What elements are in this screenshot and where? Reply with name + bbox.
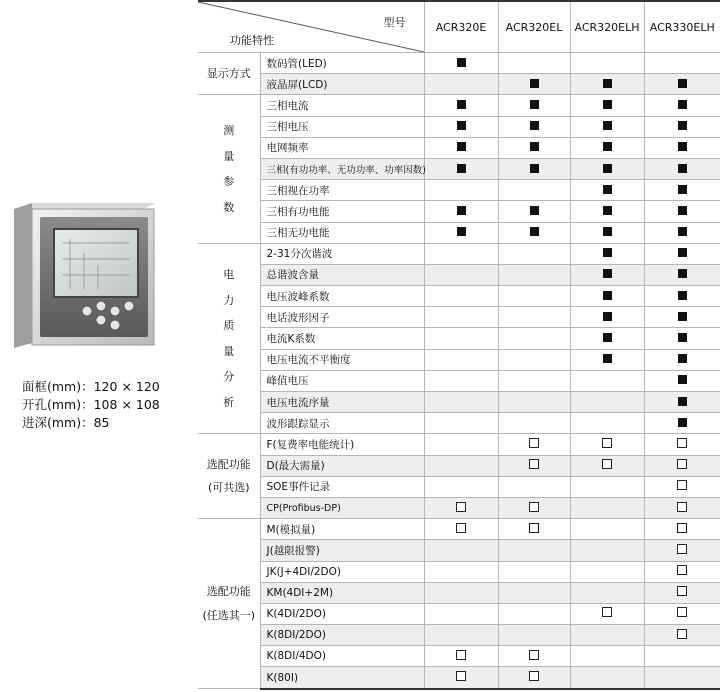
filled-square-icon <box>530 206 539 215</box>
feature-cell: 总谐波含量 <box>260 264 424 285</box>
filled-square-icon <box>678 248 687 257</box>
mark-cell <box>570 561 644 582</box>
filled-square-icon <box>603 227 612 236</box>
mark-cell <box>424 264 498 285</box>
mark-cell <box>644 222 720 243</box>
header-corner-cell <box>198 1 424 53</box>
table-row <box>198 95 720 116</box>
filled-square-icon <box>603 164 612 173</box>
empty-square-icon <box>456 671 466 681</box>
group-sublabel: (可共选) <box>207 481 250 495</box>
mark-cell <box>644 328 720 349</box>
mark-cell <box>498 413 570 434</box>
feature-cell: M(模拟量) <box>260 519 424 540</box>
mark-cell <box>644 137 720 158</box>
mark-cell <box>498 74 570 95</box>
mark-cell <box>644 392 720 413</box>
mark-cell <box>570 180 644 201</box>
mark-cell <box>424 74 498 95</box>
mark-cell <box>570 497 644 518</box>
filled-square-icon <box>678 375 687 384</box>
filled-square-icon <box>678 100 687 109</box>
table-row <box>198 158 720 179</box>
mark-cell <box>498 497 570 518</box>
mark-cell <box>498 328 570 349</box>
mark-cell <box>644 53 720 74</box>
filled-square-icon <box>603 312 612 321</box>
mark-cell <box>644 349 720 370</box>
filled-square-icon <box>678 354 687 363</box>
filled-square-icon <box>457 227 466 236</box>
mark-cell <box>498 201 570 222</box>
feature-cell: 电流K系数 <box>260 328 424 349</box>
group-label-char: 参 <box>223 175 235 189</box>
mark-cell <box>570 53 644 74</box>
model-header-label: 型号 <box>383 16 406 29</box>
mark-cell <box>498 180 570 201</box>
mark-cell <box>424 625 498 646</box>
mark-cell <box>424 392 498 413</box>
mark-cell <box>498 264 570 285</box>
mark-cell <box>644 476 720 497</box>
group-sublabel: (任选其一) <box>202 608 256 622</box>
feature-cell: 峰值电压 <box>260 370 424 391</box>
mark-cell <box>424 201 498 222</box>
mark-cell <box>570 158 644 179</box>
mark-cell <box>644 603 720 624</box>
mark-cell <box>424 328 498 349</box>
mark-cell <box>644 370 720 391</box>
feature-comparison-table <box>198 0 720 690</box>
mark-cell <box>644 455 720 476</box>
mark-cell <box>424 158 498 179</box>
table-row <box>198 646 720 667</box>
table-row <box>198 349 720 370</box>
table-row <box>198 180 720 201</box>
mark-cell <box>570 392 644 413</box>
filled-square-icon <box>678 185 687 194</box>
empty-square-icon <box>529 459 539 469</box>
mark-cell <box>644 582 720 603</box>
feature-cell: 电压电流不平衡度 <box>260 349 424 370</box>
model-column-header: ACR320E <box>424 1 498 53</box>
mark-cell <box>570 625 644 646</box>
mark-cell <box>570 95 644 116</box>
mark-cell <box>570 74 644 95</box>
spec-cutout-size: 开孔(mm)：108 × 108 <box>22 397 160 412</box>
filled-square-icon <box>457 164 466 173</box>
model-column-header: ACR320ELH <box>570 1 644 53</box>
feature-cell: 液晶屏(LCD) <box>260 74 424 95</box>
group-label-char: 量 <box>223 149 235 163</box>
feature-cell: 三相(有功功率、无功功率、功率因数) <box>260 158 424 179</box>
table-row <box>198 116 720 137</box>
filled-square-icon <box>530 227 539 236</box>
mark-cell <box>424 540 498 561</box>
filled-square-icon <box>678 164 687 173</box>
mark-cell <box>644 434 720 455</box>
mark-cell <box>424 476 498 497</box>
mark-cell <box>644 561 720 582</box>
filled-square-icon <box>603 185 612 194</box>
filled-square-icon <box>457 100 466 109</box>
mark-cell <box>498 392 570 413</box>
feature-cell: 三相无功电能 <box>260 222 424 243</box>
mark-cell <box>570 243 644 264</box>
empty-square-icon <box>602 607 612 617</box>
feature-cell: K(8DI/2DO) <box>260 625 424 646</box>
mark-cell <box>498 137 570 158</box>
group-label: 选配功能 <box>206 457 251 471</box>
feature-cell: K(4DI/2DO) <box>260 603 424 624</box>
group-label-cell <box>198 53 260 95</box>
table-row <box>198 476 720 497</box>
mark-cell <box>644 158 720 179</box>
table-row <box>198 370 720 391</box>
mark-cell <box>570 413 644 434</box>
mark-cell <box>644 413 720 434</box>
mark-cell <box>424 180 498 201</box>
mark-cell <box>644 646 720 667</box>
group-label-char: 量 <box>223 344 235 358</box>
mark-cell <box>570 222 644 243</box>
group-label-char: 电 <box>223 268 235 282</box>
mark-cell <box>498 603 570 624</box>
group-label-char: 力 <box>223 293 235 307</box>
mark-cell <box>498 625 570 646</box>
mark-cell <box>570 540 644 561</box>
mark-cell <box>644 286 720 307</box>
mark-cell <box>644 264 720 285</box>
table-row <box>198 582 720 603</box>
filled-square-icon <box>678 206 687 215</box>
mark-cell <box>498 243 570 264</box>
feature-cell: SOE事件记录 <box>260 476 424 497</box>
group-label: 选配功能 <box>206 585 251 599</box>
empty-square-icon <box>456 523 466 533</box>
spec-depth: 进深(mm)：85 <box>22 415 110 430</box>
filled-square-icon <box>603 121 612 130</box>
filled-square-icon <box>678 397 687 406</box>
mark-cell <box>424 116 498 137</box>
filled-square-icon <box>678 142 687 151</box>
mark-cell <box>424 222 498 243</box>
mark-cell <box>570 434 644 455</box>
mark-cell <box>498 307 570 328</box>
table-row <box>198 201 720 222</box>
mark-cell <box>570 582 644 603</box>
empty-square-icon <box>529 650 539 660</box>
feature-cell: K(80I) <box>260 667 424 689</box>
filled-square-icon <box>603 354 612 363</box>
table-row <box>198 392 720 413</box>
feature-cell: 数码管(LED) <box>260 53 424 74</box>
mark-cell <box>570 667 644 689</box>
filled-square-icon <box>678 291 687 300</box>
empty-square-icon <box>529 502 539 512</box>
mark-cell <box>424 370 498 391</box>
mark-cell <box>498 476 570 497</box>
filled-square-icon <box>603 142 612 151</box>
mark-cell <box>570 201 644 222</box>
table-row <box>198 137 720 158</box>
mark-cell <box>570 646 644 667</box>
mark-cell <box>424 243 498 264</box>
empty-square-icon <box>602 459 612 469</box>
feature-cell: 2-31分次谐波 <box>260 243 424 264</box>
table-row <box>198 519 720 540</box>
feature-cell: CP(Profibus-DP) <box>260 497 424 518</box>
feature-cell: 三相视在功率 <box>260 180 424 201</box>
empty-square-icon <box>602 438 612 448</box>
mark-cell <box>644 307 720 328</box>
empty-square-icon <box>529 671 539 681</box>
empty-square-icon <box>677 502 687 512</box>
table-row <box>198 455 720 476</box>
filled-square-icon <box>678 333 687 342</box>
mark-cell <box>498 95 570 116</box>
filled-square-icon <box>530 100 539 109</box>
feature-cell: J(越限报警) <box>260 540 424 561</box>
group-label-cell <box>198 519 260 689</box>
mark-cell <box>498 582 570 603</box>
feature-cell: 电话波形因子 <box>260 307 424 328</box>
filled-square-icon <box>603 248 612 257</box>
mark-cell <box>570 370 644 391</box>
empty-square-icon <box>456 502 466 512</box>
table-row <box>198 667 720 689</box>
empty-square-icon <box>677 565 687 575</box>
empty-square-icon <box>529 438 539 448</box>
group-label-cell <box>198 434 260 519</box>
mark-cell <box>424 646 498 667</box>
filled-square-icon <box>603 100 612 109</box>
table-row <box>198 243 720 264</box>
mark-cell <box>424 434 498 455</box>
feature-header-label: 功能特性 <box>230 34 274 47</box>
table-row <box>198 222 720 243</box>
mark-cell <box>424 286 498 307</box>
mark-cell <box>424 349 498 370</box>
feature-cell: 波形跟踪显示 <box>260 413 424 434</box>
empty-square-icon <box>456 650 466 660</box>
table-row <box>198 307 720 328</box>
group-label-char: 析 <box>223 395 235 409</box>
mark-cell <box>644 625 720 646</box>
mark-cell <box>424 137 498 158</box>
group-label-char: 质 <box>223 319 235 333</box>
model-column-header: ACR330ELH <box>644 1 720 53</box>
mark-cell <box>424 603 498 624</box>
meter-device-image <box>10 203 156 348</box>
empty-square-icon <box>677 480 687 490</box>
mark-cell <box>498 286 570 307</box>
table-row <box>198 264 720 285</box>
group-label-char: 数 <box>223 200 235 214</box>
feature-cell: 三相有功电能 <box>260 201 424 222</box>
mark-cell <box>570 307 644 328</box>
table-row <box>198 328 720 349</box>
empty-square-icon <box>677 438 687 448</box>
device-specs <box>22 378 160 432</box>
filled-square-icon <box>530 142 539 151</box>
group-label-cell <box>198 243 260 434</box>
feature-cell: 电压波峰系数 <box>260 286 424 307</box>
mark-cell <box>498 540 570 561</box>
mark-cell <box>498 667 570 689</box>
mark-cell <box>498 53 570 74</box>
mark-cell <box>570 476 644 497</box>
mark-cell <box>424 455 498 476</box>
table-row <box>198 540 720 561</box>
empty-square-icon <box>677 459 687 469</box>
filled-square-icon <box>678 269 687 278</box>
mark-cell <box>644 116 720 137</box>
mark-cell <box>644 74 720 95</box>
group-label: 显示方式 <box>206 66 251 80</box>
empty-square-icon <box>529 523 539 533</box>
feature-cell: D(最大需量) <box>260 455 424 476</box>
filled-square-icon <box>457 58 466 67</box>
table-row <box>198 74 720 95</box>
filled-square-icon <box>603 333 612 342</box>
empty-square-icon <box>677 523 687 533</box>
filled-square-icon <box>530 121 539 130</box>
filled-square-icon <box>678 312 687 321</box>
filled-square-icon <box>457 142 466 151</box>
mark-cell <box>644 540 720 561</box>
feature-cell: F(复费率电能统计) <box>260 434 424 455</box>
mark-cell <box>644 243 720 264</box>
mark-cell <box>498 519 570 540</box>
table-row <box>198 497 720 518</box>
mark-cell <box>498 370 570 391</box>
mark-cell <box>424 667 498 689</box>
filled-square-icon <box>678 418 687 427</box>
filled-square-icon <box>457 206 466 215</box>
mark-cell <box>424 307 498 328</box>
filled-square-icon <box>603 79 612 88</box>
feature-cell: K(8DI/4DO) <box>260 646 424 667</box>
filled-square-icon <box>457 121 466 130</box>
mark-cell <box>644 667 720 689</box>
filled-square-icon <box>603 269 612 278</box>
empty-square-icon <box>677 607 687 617</box>
table-row <box>198 603 720 624</box>
feature-cell: 电网频率 <box>260 137 424 158</box>
feature-cell: 三相电压 <box>260 116 424 137</box>
filled-square-icon <box>603 291 612 300</box>
feature-cell: KM(4DI+2M) <box>260 582 424 603</box>
mark-cell <box>644 95 720 116</box>
mark-cell <box>424 53 498 74</box>
mark-cell <box>498 158 570 179</box>
feature-cell: JK(J+4DI/2DO) <box>260 561 424 582</box>
mark-cell <box>424 497 498 518</box>
group-label-char: 分 <box>223 370 235 384</box>
mark-cell <box>570 286 644 307</box>
mark-cell <box>498 646 570 667</box>
mark-cell <box>644 180 720 201</box>
mark-cell <box>498 455 570 476</box>
mark-cell <box>570 603 644 624</box>
mark-cell <box>570 137 644 158</box>
mark-cell <box>570 264 644 285</box>
table-row <box>198 286 720 307</box>
empty-square-icon <box>677 586 687 596</box>
mark-cell <box>498 116 570 137</box>
mark-cell <box>644 201 720 222</box>
mark-cell <box>570 349 644 370</box>
mark-cell <box>424 582 498 603</box>
group-label-cell <box>198 95 260 243</box>
table-row <box>198 53 720 74</box>
filled-square-icon <box>678 79 687 88</box>
spec-frame-size: 面框(mm)：120 × 120 <box>22 379 160 394</box>
filled-square-icon <box>603 206 612 215</box>
feature-cell: 三相电流 <box>260 95 424 116</box>
model-column-header: ACR320EL <box>498 1 570 53</box>
filled-square-icon <box>678 121 687 130</box>
mark-cell <box>644 519 720 540</box>
mark-cell <box>570 328 644 349</box>
mark-cell <box>424 519 498 540</box>
mark-cell <box>498 561 570 582</box>
group-label-char: 测 <box>223 124 235 138</box>
mark-cell <box>424 561 498 582</box>
mark-cell <box>424 95 498 116</box>
table-row <box>198 625 720 646</box>
table-row <box>198 413 720 434</box>
mark-cell <box>498 349 570 370</box>
mark-cell <box>570 519 644 540</box>
table-row <box>198 434 720 455</box>
mark-cell <box>570 455 644 476</box>
filled-square-icon <box>678 227 687 236</box>
mark-cell <box>644 497 720 518</box>
empty-square-icon <box>677 629 687 639</box>
mark-cell <box>498 434 570 455</box>
mark-cell <box>498 222 570 243</box>
mark-cell <box>570 116 644 137</box>
filled-square-icon <box>530 164 539 173</box>
filled-square-icon <box>530 79 539 88</box>
mark-cell <box>424 413 498 434</box>
feature-cell: 电压电流序量 <box>260 392 424 413</box>
empty-square-icon <box>677 544 687 554</box>
table-row <box>198 561 720 582</box>
